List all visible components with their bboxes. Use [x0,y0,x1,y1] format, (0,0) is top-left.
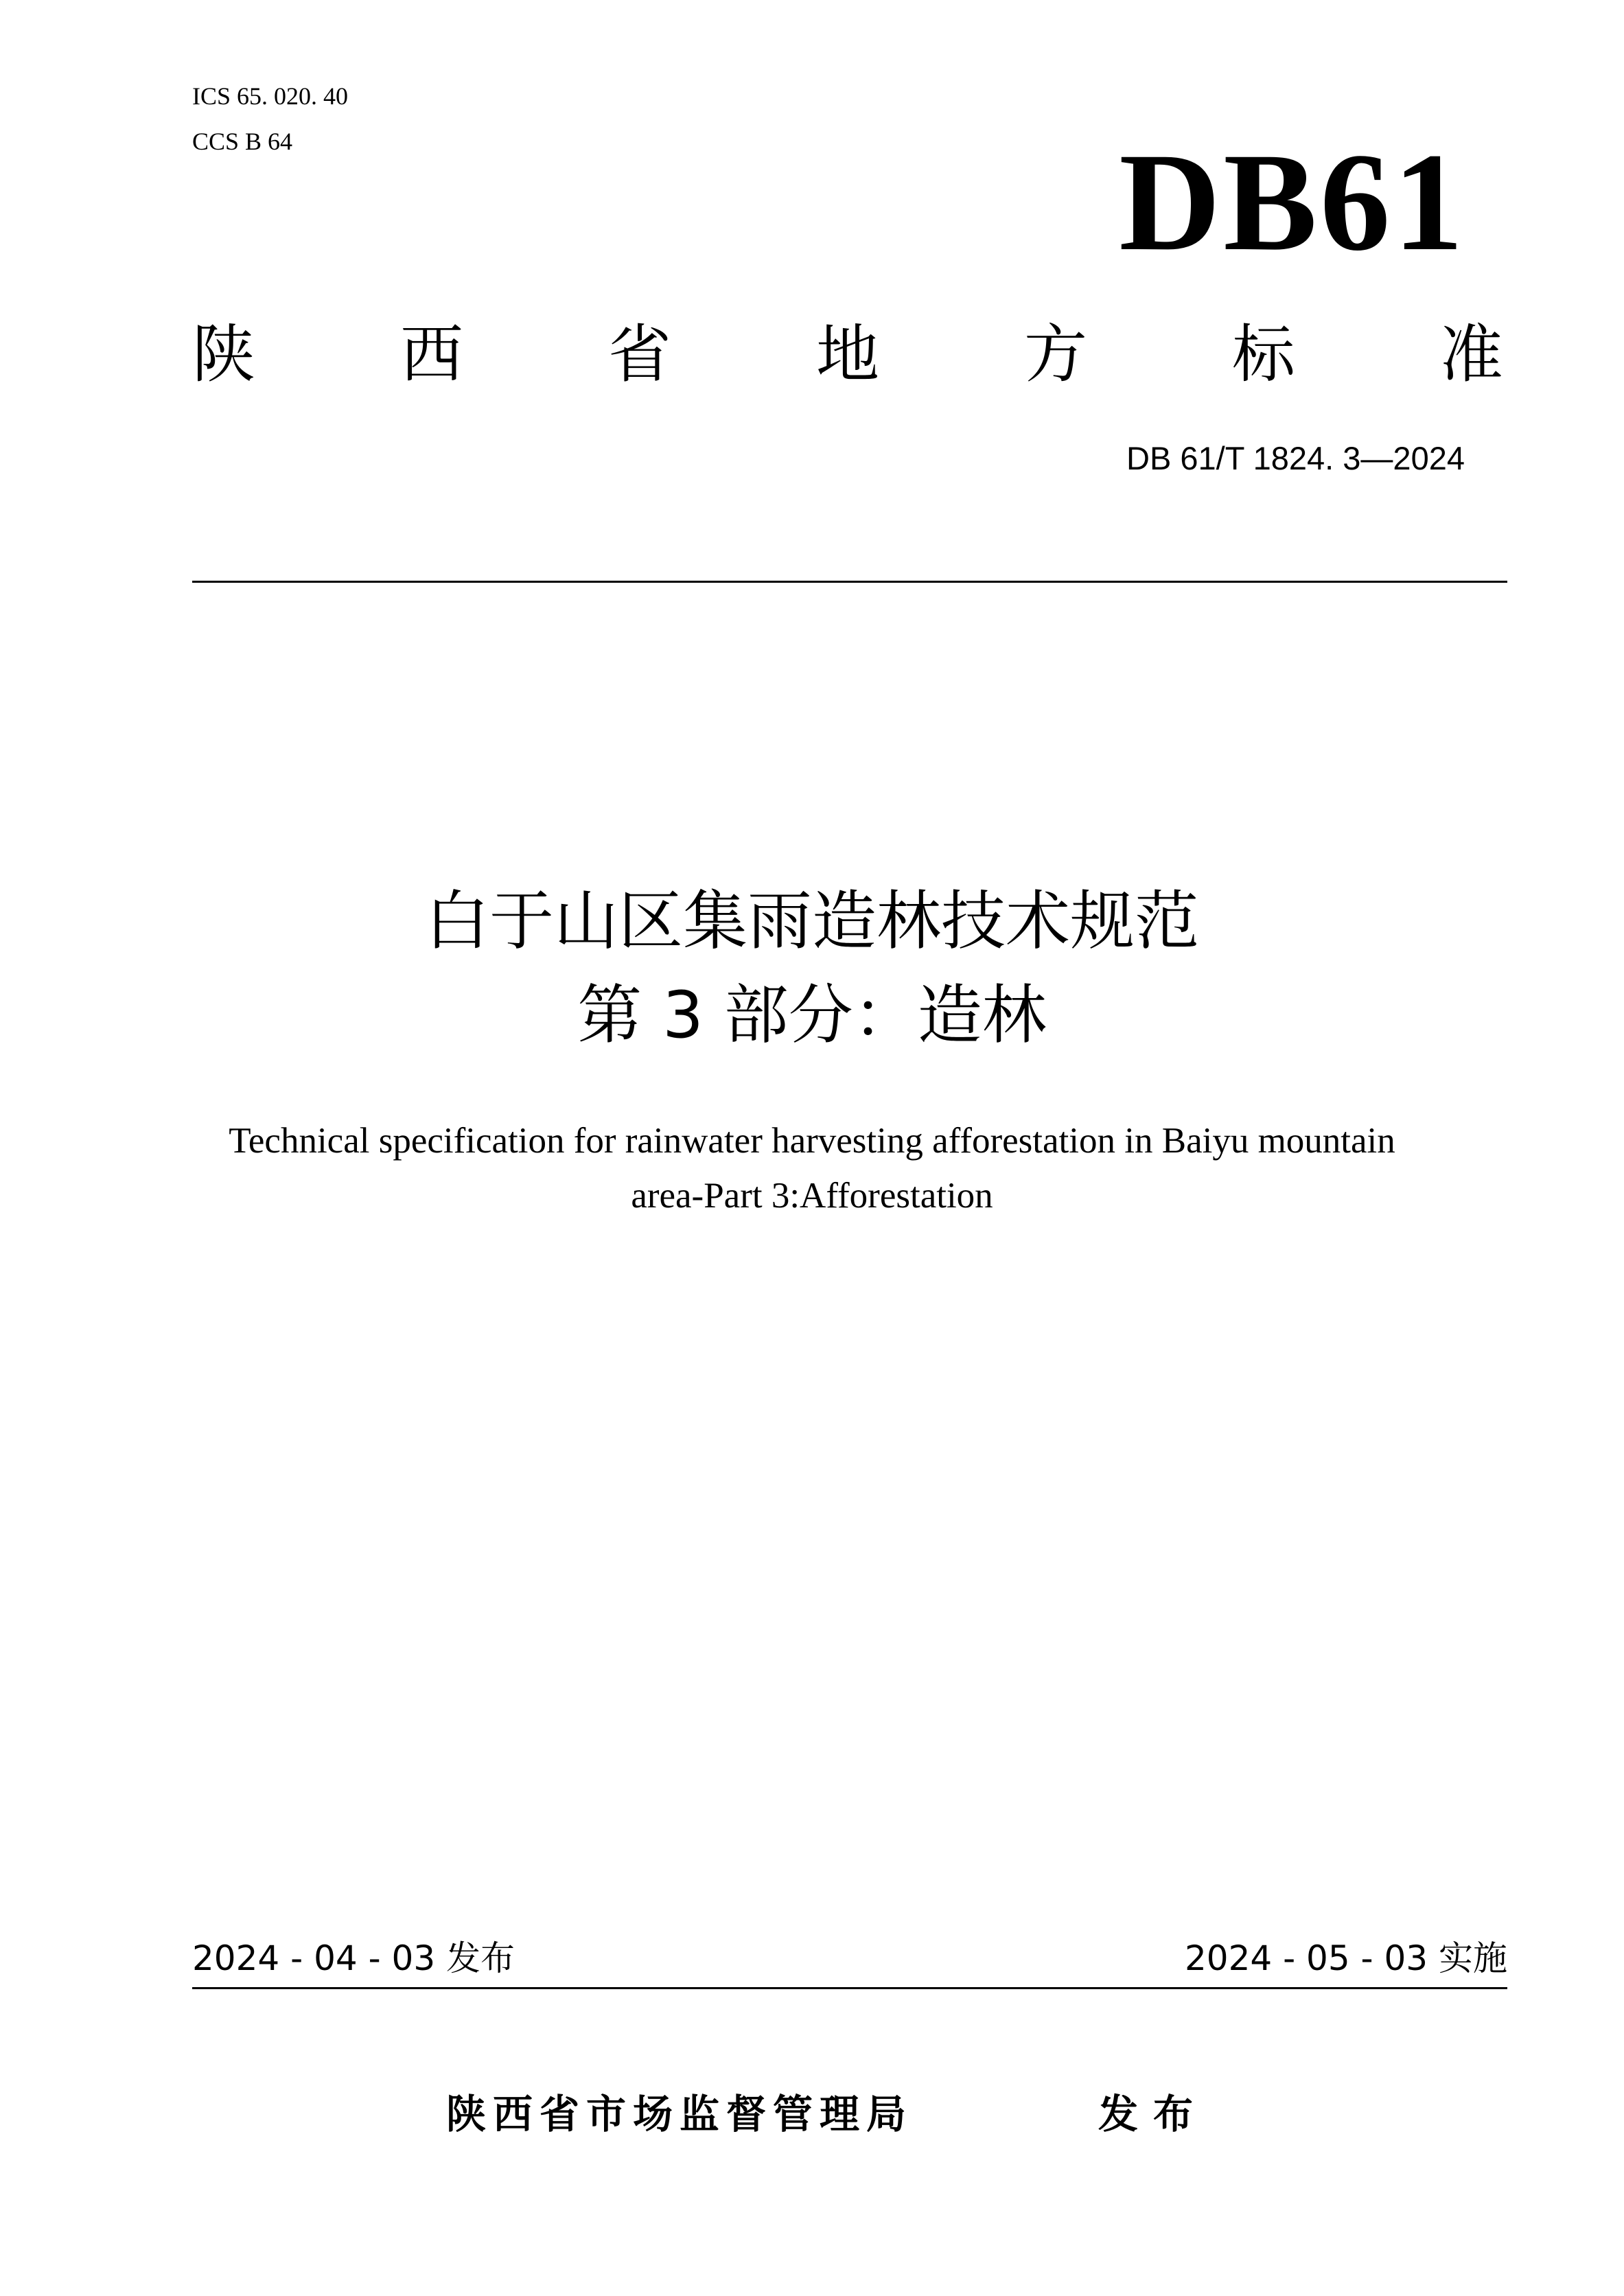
province-title-char: 省 [607,318,671,391]
province-title-char: 陕 [192,318,256,391]
province-standard-title [192,317,1503,393]
standard-mark: DB61 [1119,124,1466,280]
standard-number: DB 61/T 1824. 3—2024 [1126,440,1465,476]
province-title-char: 西 [399,318,463,391]
implementation-date: 2024 - 05 - 03 实施 [1184,1938,1507,1978]
issuing-authority: 陕西省市场监督管理局 [446,2091,914,2137]
english-title-line-1: Technical specification for rainwater harvesting afforestation in Baiyu mountain [229,1121,1395,1161]
header-divider [192,581,1507,583]
province-title-char: 方 [1023,318,1087,391]
chinese-title-line-1: 白于山区集雨造林技术规范 [424,884,1199,959]
province-title-char: 标 [1231,318,1295,391]
issue-action: 发布 [1098,2091,1209,2137]
ics-code: ICS 65. 020. 40 [192,82,349,110]
chinese-title-line-2: 第 3 部分：造林 [577,978,1047,1053]
issue-date: 2024 - 04 - 03 发布 [192,1938,515,1978]
province-title-char: 准 [1439,318,1503,391]
footer-divider [192,1987,1507,1989]
ccs-code: CCS B 64 [192,128,293,155]
province-title-char: 地 [815,318,879,391]
english-title-line-2: area-Part 3:Afforestation [631,1176,993,1216]
